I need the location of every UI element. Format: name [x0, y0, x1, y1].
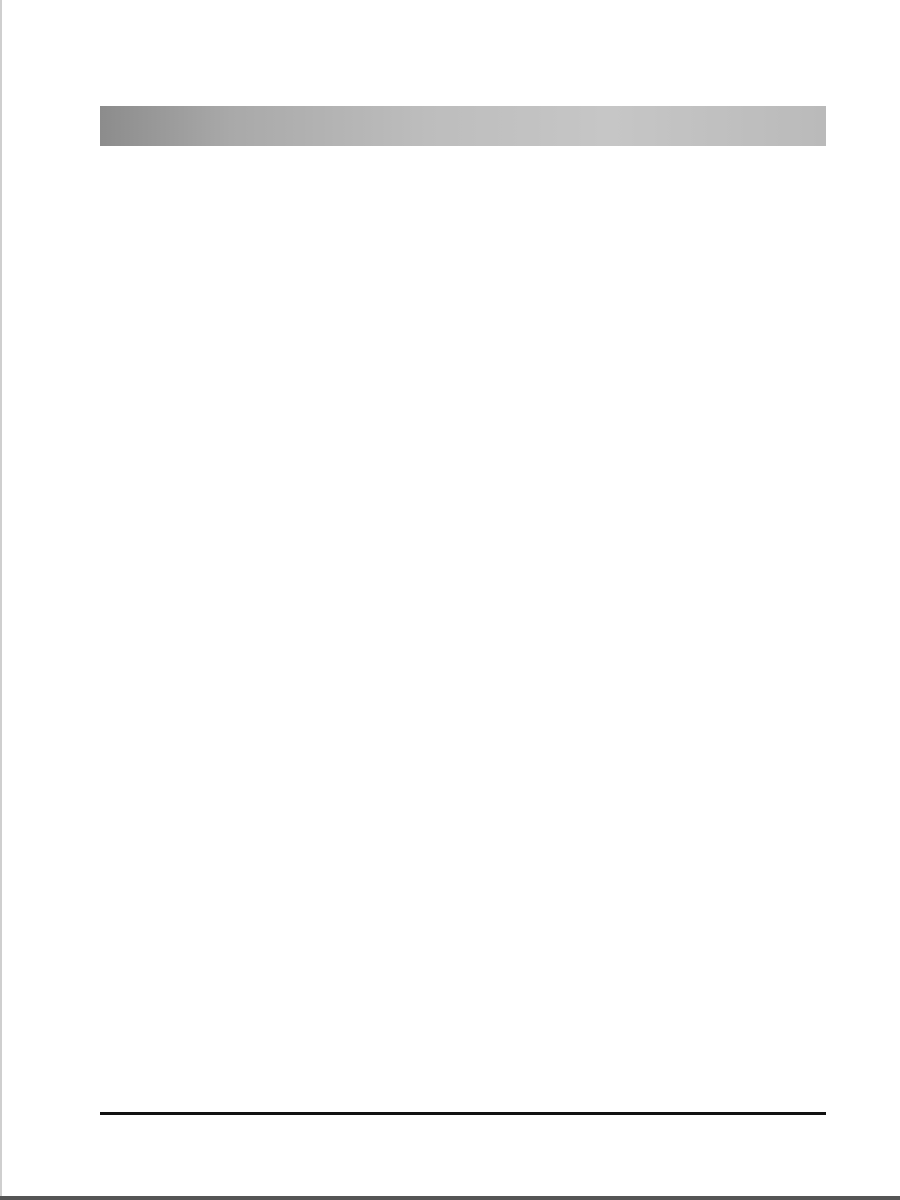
music-section-title: [250, 160, 824, 178]
footer-rule: [100, 1112, 826, 1115]
column-headings: [250, 178, 824, 193]
page-bottom-edge: [0, 1196, 900, 1200]
contents-banner: [100, 106, 826, 146]
page-left-edge: [0, 0, 2, 1200]
table-of-contents: [250, 160, 824, 193]
